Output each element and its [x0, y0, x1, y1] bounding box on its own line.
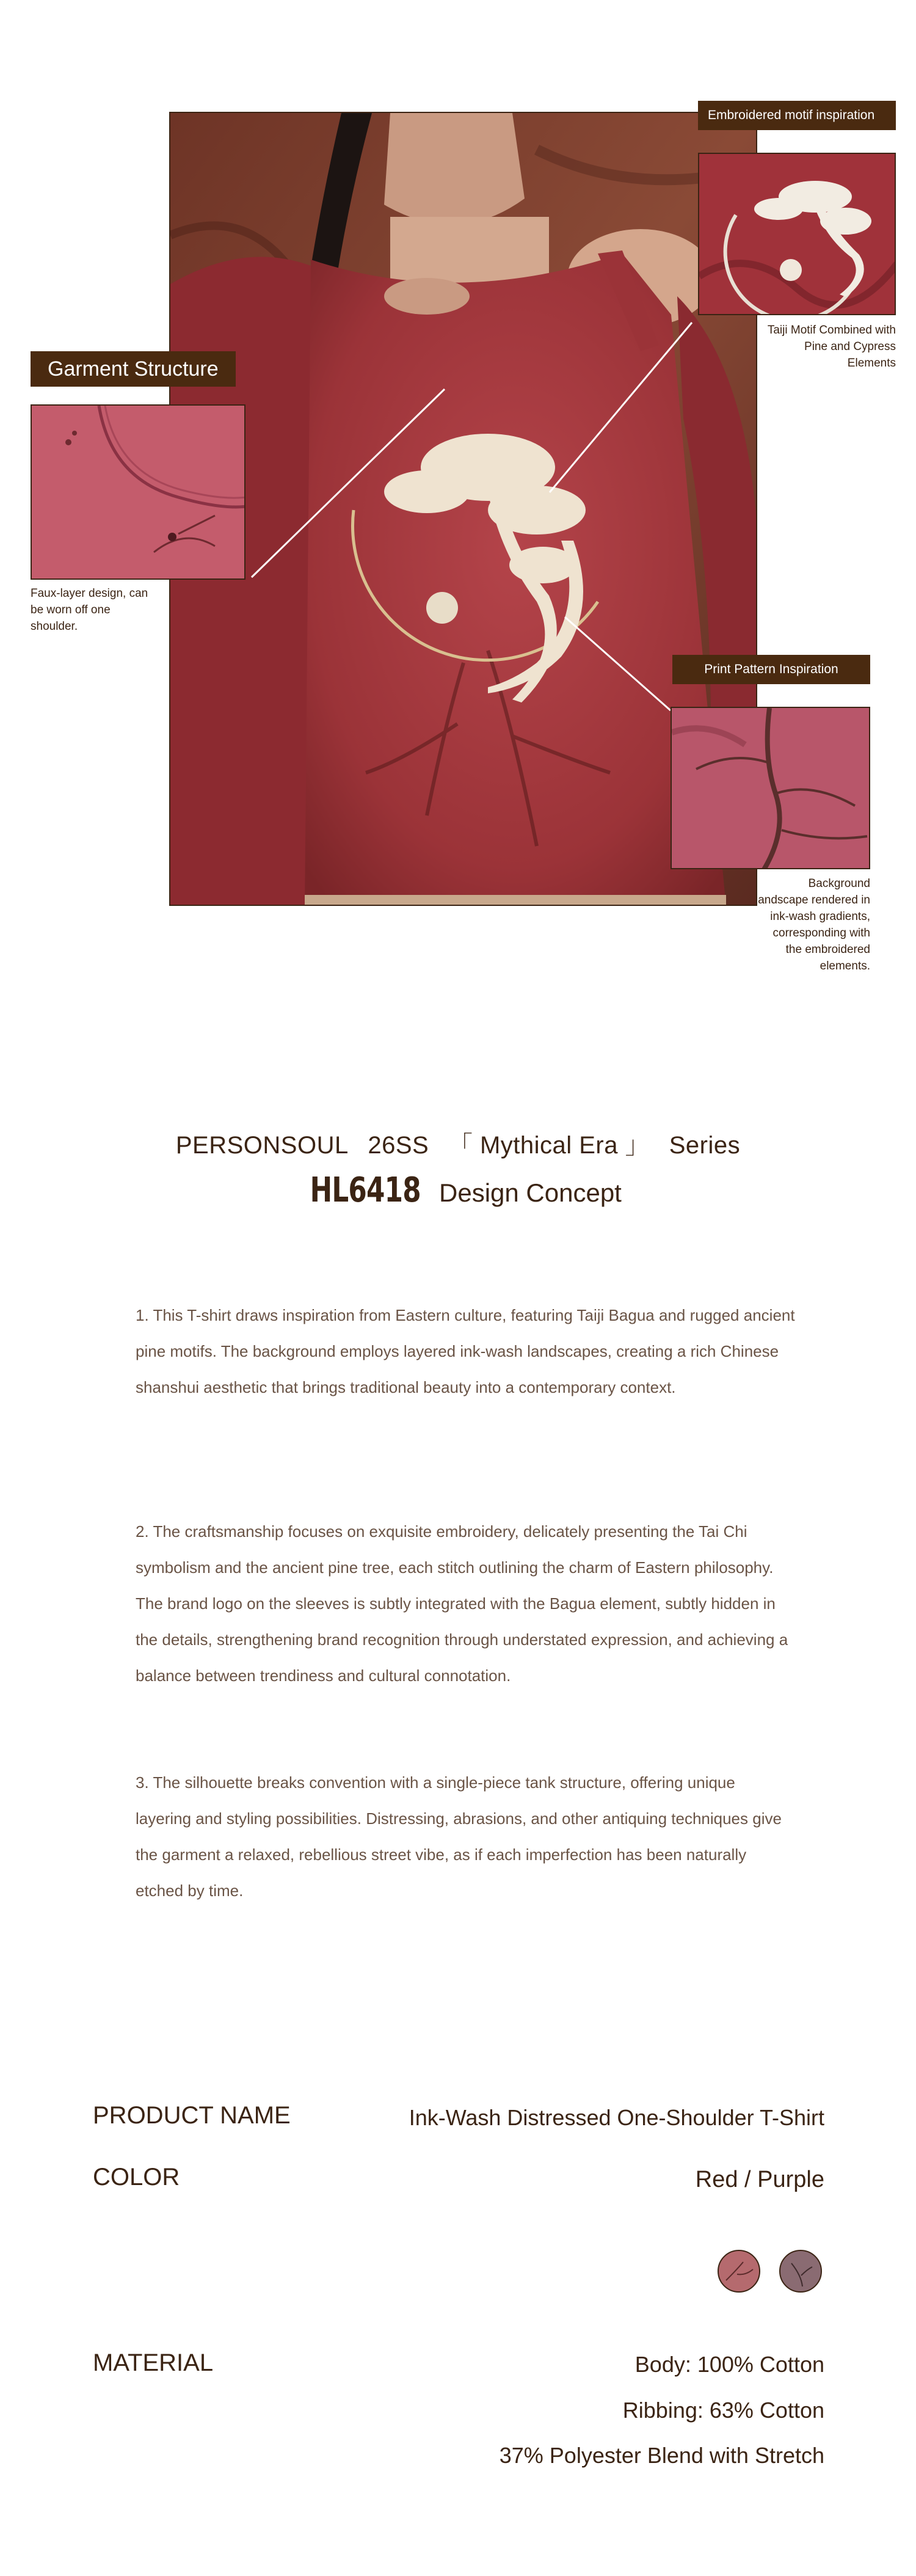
product-name-label: PRODUCT NAME	[93, 2102, 291, 2129]
callout-tag-print: Print Pattern Inspiration	[672, 655, 870, 684]
callout-detail-print-image	[671, 707, 870, 869]
callout-caption-print: Background landscape rendered in ink-wash gradients, corresponding with the embroidered elements.	[755, 877, 870, 972]
brand-name: PERSONSOUL	[175, 1132, 349, 1159]
concept-paragraph-1: 1. This T-shirt draws inspiration from Eastern culture, featuring Taiji Bagua and rugged ancient pine motifs. The background employs layered ink-wash landscapes, creating a rich Chinese shanshui aesthetic that brings traditional beauty into a contemporary context.	[136, 1306, 795, 1396]
callout-detail-embroidered-image	[698, 153, 896, 315]
color-swatch-purple[interactable]	[779, 2250, 822, 2293]
product-name-value: Ink-Wash Distressed One-Shoulder T-Shirt	[409, 2105, 824, 2130]
series-name: 「 Mythical Era 」	[448, 1132, 650, 1159]
design-concept-heading	[0, 1170, 916, 1210]
material-line-3: 37% Polyester Blend with Stretch	[499, 2443, 824, 2468]
callout-detail-structure-image	[31, 404, 245, 580]
series-heading	[0, 1126, 916, 1161]
callout-caption-embroidered: Taiji Motif Combined with Pine and Cypress Elements	[767, 324, 896, 370]
callout-tag-structure: Garment Structure	[31, 351, 236, 387]
concept-paragraph-2: 2. The craftsmanship focuses on exquisite embroidery, delicately presenting the Tai Chi symbolism and the ancient pine tree, each stitch outlining the charm of Eastern philosophy. The brand logo on the sleeves is subtly integrated with the Bagua element, subtly hidden in the details, strengthening brand recognition through understated expression, and achieving a balance between trendiness and cultural connotation.	[136, 1522, 788, 1685]
concept-paragraph-3: 3. The silhouette breaks convention with a single-piece tank structure, offering unique layering and styling possibilities. Distressing, abrasions, and other antiquing techniques give the garment a relaxed, rebellious street vibe, as if each imperfection has been naturally etched by time.	[136, 1773, 782, 1900]
material-label: MATERIAL	[93, 2349, 214, 2376]
color-swatch-red[interactable]	[718, 2250, 760, 2293]
design-concept-label: Design Concept	[439, 1178, 622, 1207]
color-label: COLOR	[93, 2164, 180, 2191]
color-value: Red / Purple	[695, 2167, 824, 2192]
callout-caption-structure: Faux-layer design, can be worn off one shoulder.	[31, 587, 148, 633]
season-code: 26SS	[368, 1132, 429, 1159]
material-line-2: Ribbing: 63% Cotton	[622, 2398, 824, 2423]
series-word: Series	[669, 1132, 741, 1159]
material-line-1: Body: 100% Cotton	[634, 2352, 824, 2377]
callout-tag-embroidered: Embroidered motif inspiration	[698, 101, 896, 130]
style-code: HL6418	[310, 1170, 421, 1210]
